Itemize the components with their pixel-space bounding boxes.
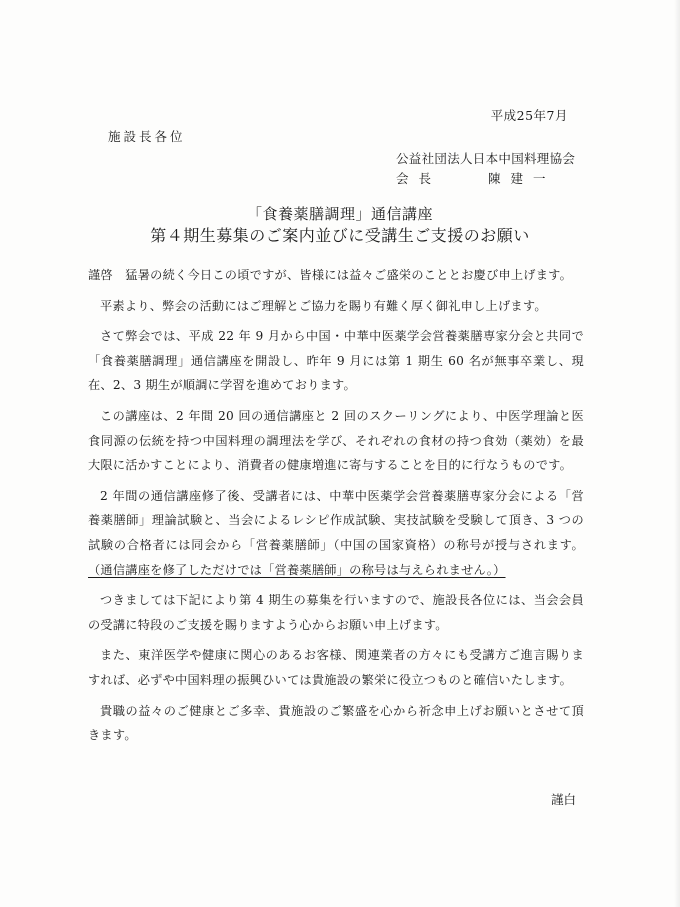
letter-title-line2: 第４期生募集のご案内並びに受講生ご支援のお願い (150, 226, 530, 245)
paragraph-certification (88, 484, 584, 582)
letter-body (88, 263, 584, 754)
letter-date: 平成25年7月 (490, 108, 568, 123)
paragraph-recruitment: つきましては下記により第 4 期生の募集を行いますので、施設長各位には、当会会員の受講に特段のご支援を賜りますよう心からお願い申上げます。 (88, 593, 584, 632)
paragraph-wishes: 貴職の益々のご健康とご多幸、貴施設のご繁盛を心から祈念申上げお願いとさせて頂きます。 (88, 703, 584, 743)
letter-title-line1: 「食養薬膳調理」通信講座 (246, 205, 433, 223)
addressee: 施設長各位 (108, 129, 186, 144)
page-edge-shadow (674, 0, 680, 907)
sender-line (396, 169, 556, 187)
paragraph-thanks: 平素より、弊会の活動にはご理解とご協力を賜り有難く厚く御礼申し上げます。 (100, 298, 547, 313)
paragraph-course-description: この講座は、2 年間 20 回の通信講座と 2 回のスクーリングにより、中医学理論と医食同源の伝統を持つ中国料理の調理法を学び、それぞれの食材の持つ食効（薬効）を最大限に活かすことにより、消費者の健康増進に寄与することを目的に行なうものです。 (88, 408, 584, 473)
sender-organization: 公益社団法人日本中国料理協会 (396, 151, 576, 166)
certification-text: 2 年間の通信講座修了後、受講者には、中華中医薬学会営養薬膳専家分会による「営養薬膳師」理論試験と、当会によるレシピ作成試験、実技試験を受験して頂き、3 つの試験の合格者には同会から「営養薬膳師」（中国の国家資格）の称号が授与されます。 (88, 488, 584, 552)
paragraph-recommendation: また、東洋医学や健康に関心のあるお客様、関連業者の方々にも受講方ご進言賜りますれば、必ずや中国料理の振興ひいては貴施設の繁栄に役立つものと確信いたします。 (88, 648, 584, 687)
sender-role: 会長 (396, 171, 442, 186)
sender-name: 陳建一 (488, 171, 556, 186)
paragraph-course-history: さて弊会では、平成 22 年 9 月から中国・中華中医薬学会営養薬膳専家分会と共同で「食養薬膳調理」通信講座を開設し、昨年 9 月には第 1 期生 60 名が無事卒業し、現在、2、3 期生が順調に学習を進めております。 (88, 329, 584, 393)
certification-note: （通信講座を修了しただけでは「営養薬膳師」の称号は与えられません。） (88, 562, 506, 577)
letter-closing: 謹白 (550, 792, 576, 807)
paragraph-greeting: 謹啓 猛暑の続く今日この頃ですが、皆様には益々ご盛栄のこととお慶び申上げます。 (88, 268, 573, 282)
